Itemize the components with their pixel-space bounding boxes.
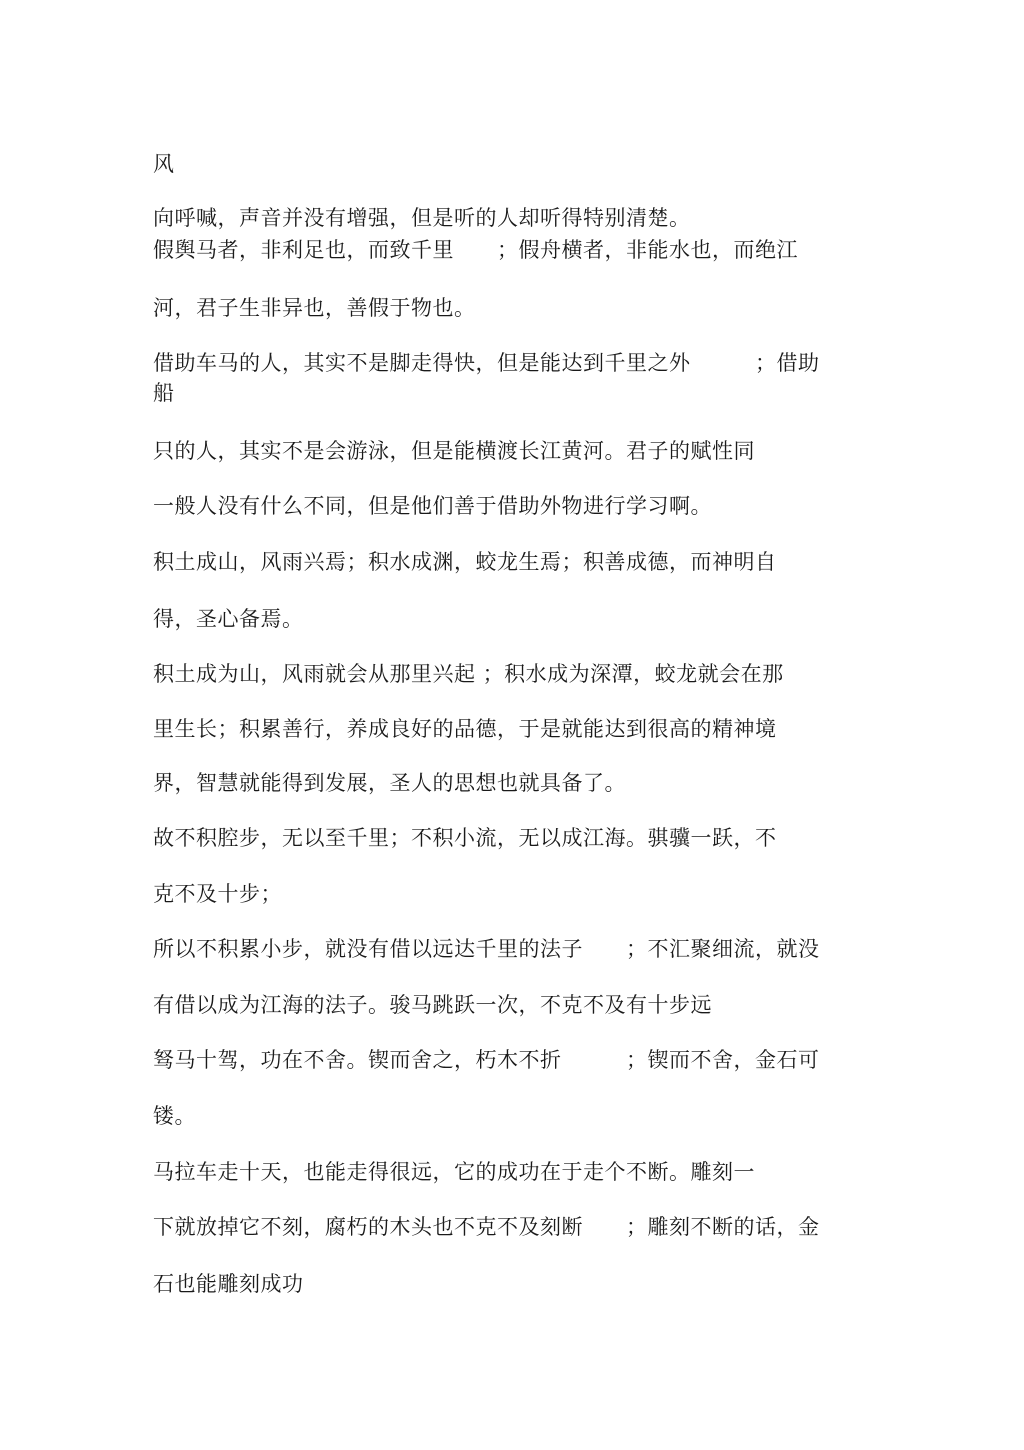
text-line: 向呼喊，声音并没有增强，但是听的人却听得特别清楚。 (153, 206, 691, 230)
text-line: 有借以成为江海的法子。骏马跳跃一次，不克不及有十步远 (153, 993, 712, 1017)
text-line: 所以不积累小步，就没有借以远达千里的法子 ；不汇聚细流，就没 (153, 937, 820, 961)
text-line: 风 (153, 152, 175, 176)
text-line: 河，君子生非异也，善假于物也。 (153, 296, 476, 320)
text-line: 一般人没有什么不同，但是他们善于借助外物进行学习啊。 (153, 494, 712, 518)
text-line: 镂。 (153, 1104, 196, 1128)
text-line: 积土成为山，风雨就会从那里兴起 ；积水成为深潭，蛟龙就会在那 (153, 662, 784, 686)
text-line: 借助车马的人，其实不是脚走得快，但是能达到千里之外 ；借助 (153, 351, 820, 375)
text-line: 船 (153, 381, 175, 405)
text-line: 假舆马者，非利足也，而致千里 ；假舟横者，非能水也，而绝江 (153, 238, 798, 262)
text-line: 驽马十驾，功在不舍。锲而舍之，朽木不折 ；锲而不舍，金石可 (153, 1048, 820, 1072)
text-line: 得，圣心备焉。 (153, 607, 304, 631)
text-line: 石也能雕刻成功 (153, 1272, 304, 1296)
text-line: 马拉车走十天，也能走得很远，它的成功在于走个不断。雕刻一 (153, 1160, 755, 1184)
text-line: 只的人，其实不是会游泳，但是能横渡长江黄河。君子的赋性同 (153, 439, 755, 463)
text-line: 下就放掉它不刻，腐朽的木头也不克不及刻断 ；雕刻不断的话，金 (153, 1215, 820, 1239)
text-line: 界，智慧就能得到发展，圣人的思想也就具备了。 (153, 771, 626, 795)
text-line: 积土成山，风雨兴焉；积水成渊，蛟龙生焉；积善成德，而神明自 (153, 550, 777, 574)
text-line: 里生长；积累善行，养成良好的品德，于是就能达到很高的精神境 (153, 717, 777, 741)
text-line: 故不积腔步，无以至千里；不积小流，无以成江海。骐骥一跃，不 (153, 826, 777, 850)
text-line: 克不及十步； (153, 882, 282, 906)
